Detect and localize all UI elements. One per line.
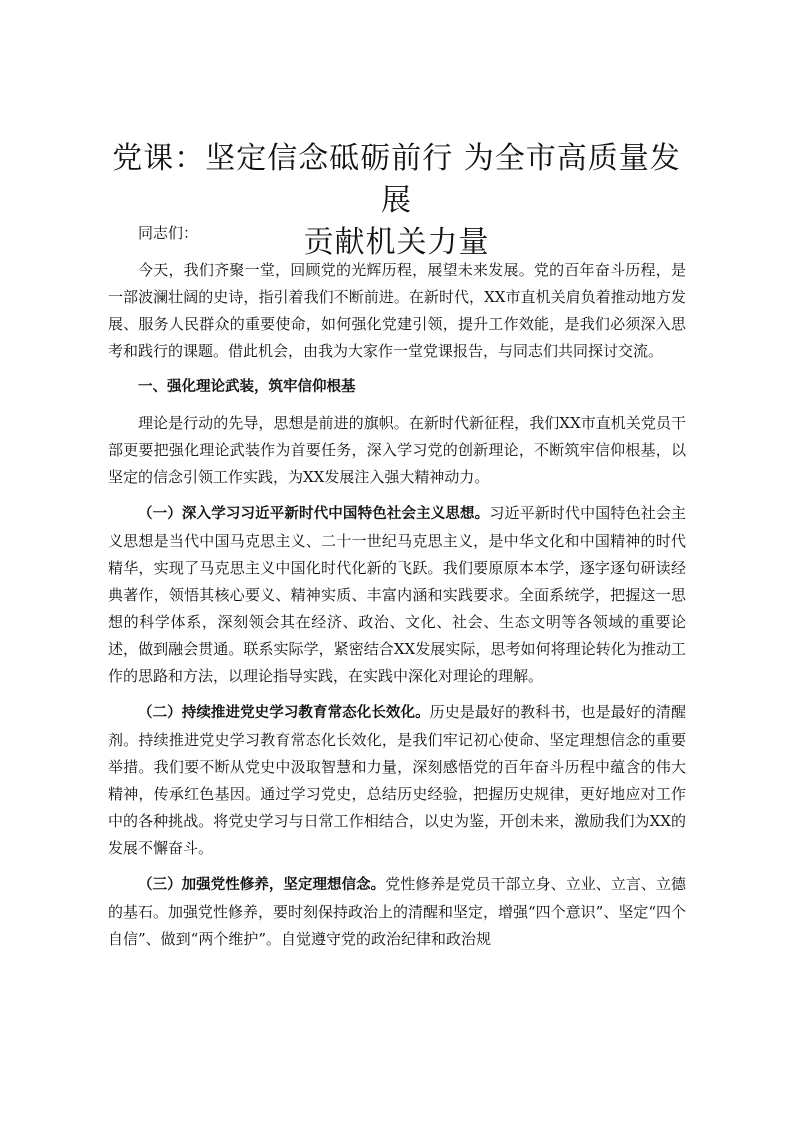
point-3-paragraph: [108, 871, 686, 953]
intro-paragraph: 今天，我们齐聚一堂，回顾党的光辉历程，展望未来发展。党的百年奋斗历程，是一部波澜壮阔的史诗，指引着我们不断前进。在新时代，XX市直机关肩负着推动地方发展、服务人民群众的重要使命，如何强化党建引领，提升工作效能，是我们必须深入思考和践行的课题。借此机会，由我为大家作一堂党课报告，与同志们共同探讨交流。: [108, 261, 686, 360]
title-line-1: 党课：坚定信念砥砺前行 为全市高质量发展: [112, 141, 681, 218]
point-2-text: 历史是最好的教科书，也是最好的清醒剂。持续推进党史学习教育常态化长效化，是我们牢记初心使命、坚定理想信念的重要举措。我们要不断从党史中汲取智慧和力量，深刻感悟党的百年奋斗历程中蕴含的伟大精神，传承红色基因。通过学习党史，总结历史经验，把握历史规律，更好地应对工作中的各种挑战。将党史学习与日常工作相结合，以史为鉴，开创未来，激励我们为XX的发展不懈奋斗。: [108, 703, 686, 857]
point-3-lead: （三）加强党性修养，坚定理想信念。: [138, 877, 386, 893]
point-2-paragraph: [108, 699, 686, 862]
section-1-intro: 理论是行动的先导，思想是前进的旗帜。在新时代新征程，我们XX市直机关党员干部更要把强化理论武装作为首要任务，深入学习党的创新理论，不断筑牢信仰根基，以坚定的信念引领工作实践，为XX发展注入强大精神动力。: [108, 414, 686, 486]
salutation: 同志们：: [138, 224, 199, 242]
title-line-2: 贡献机关力量: [303, 225, 490, 260]
point-2-lead: （二）持续推进党史学习教育常态化长效化。: [138, 705, 430, 721]
point-3-text: 党性修养是党员干部立身、立业、立言、立德的基石。加强党性修养，要时刻保持政治上的清醒和坚定，增强“四个意识”、坚定“四个自信”、做到“两个维护”。自觉遵守党的政治纪律和政治规: [108, 875, 687, 948]
section-1-heading: 一、强化理论武装，筑牢信仰根基: [138, 379, 356, 395]
point-1-text: 习近平新时代中国特色社会主义思想是当代中国马克思主义、二十一世纪马克思主义，是中华文化和中国精神的时代精华，实现了马克思主义中国化时代化新的飞跃。我们要原原本本学，逐字逐句研读经典著作，领悟其核心要义、精神实质、丰富内涵和实践要求。全面系统学，把握这一思想的科学体系，深刻领会其在经济、政治、文化、社会、生态文明等各领域的重要论述，做到融会贯通。联系实际学，紧密结合XX发展实际，思考如何将理论转化为推动工作的思路和方法，以理论指导实践，在实践中深化对理论的理解。: [108, 504, 686, 685]
document-body: [108, 220, 686, 962]
point-1-lead: （一）深入学习习近平新时代中国特色社会主义思想。: [138, 506, 490, 522]
point-1-paragraph: [108, 500, 686, 690]
